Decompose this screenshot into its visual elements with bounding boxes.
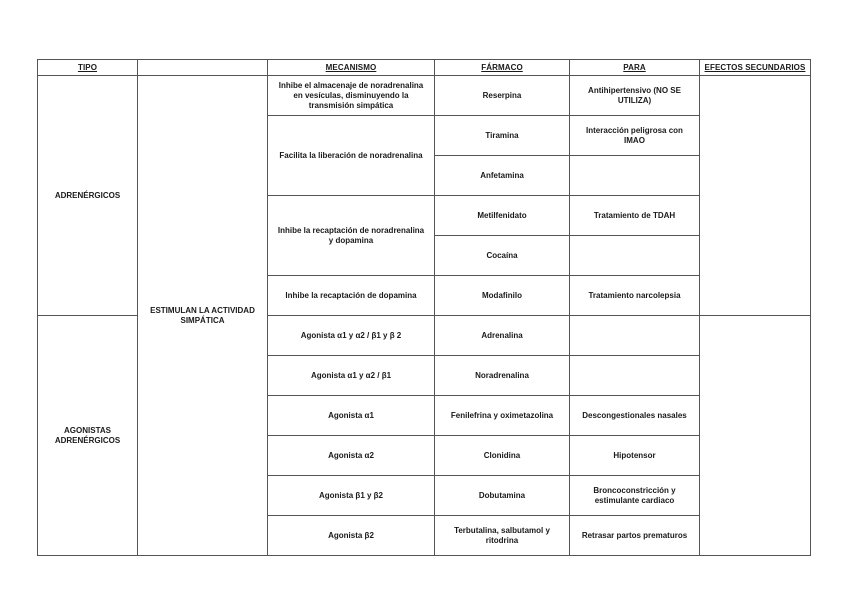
drug-table	[37, 59, 811, 556]
farmaco-cell: Dobutamina	[435, 476, 570, 516]
mecanismo-cell: Agonista α1 y α2 / β1 y β 2	[268, 316, 435, 356]
para-cell: Tratamiento narcolepsia	[570, 276, 700, 316]
mecanismo-cell: Inhibe la recaptación de dopamina	[268, 276, 435, 316]
clase-cell: ESTIMULAN LA ACTIVIDAD SIMPÁTICA	[138, 76, 268, 556]
efectos-cell	[700, 76, 811, 316]
para-cell: Antihipertensivo (NO SE UTILIZA)	[570, 76, 700, 116]
para-cell: Interacción peligrosa con IMAO	[570, 116, 700, 156]
header-efectos: EFECTOS SECUNDARIOS	[700, 60, 811, 76]
table-row	[38, 76, 811, 116]
farmaco-cell: Metilfenidato	[435, 196, 570, 236]
para-cell: Broncoconstricción y estimulante cardiaco	[570, 476, 700, 516]
mecanismo-cell: Agonista α1 y α2 / β1	[268, 356, 435, 396]
para-cell	[570, 156, 700, 196]
mecanismo-cell: Facilita la liberación de noradrenalina	[268, 116, 435, 196]
header-para: PARA	[570, 60, 700, 76]
farmaco-cell: Cocaína	[435, 236, 570, 276]
farmaco-cell: Modafinilo	[435, 276, 570, 316]
mecanismo-cell: Agonista β2	[268, 516, 435, 556]
header-blank	[138, 60, 268, 76]
tipo-cell: AGONISTAS ADRENÉRGICOS	[38, 316, 138, 556]
para-cell: Tratamiento de TDAH	[570, 196, 700, 236]
farmaco-cell: Adrenalina	[435, 316, 570, 356]
farmaco-cell: Terbutalina, salbutamol y ritodrina	[435, 516, 570, 556]
farmaco-cell: Noradrenalina	[435, 356, 570, 396]
mecanismo-cell: Agonista α1	[268, 396, 435, 436]
farmaco-cell: Clonidina	[435, 436, 570, 476]
header-tipo: TIPO	[38, 60, 138, 76]
farmaco-cell: Reserpina	[435, 76, 570, 116]
header-farmaco: FÁRMACO	[435, 60, 570, 76]
header-mecanismo: MECANISMO	[268, 60, 435, 76]
efectos-cell	[700, 316, 811, 556]
mecanismo-cell: Agonista α2	[268, 436, 435, 476]
farmaco-cell: Tiramina	[435, 116, 570, 156]
header-row	[38, 60, 811, 76]
farmaco-cell: Anfetamina	[435, 156, 570, 196]
para-cell: Descongestionales nasales	[570, 396, 700, 436]
farmaco-cell: Fenilefrina y oximetazolina	[435, 396, 570, 436]
para-cell: Retrasar partos prematuros	[570, 516, 700, 556]
mecanismo-cell: Inhibe la recaptación de noradrenalina y dopamina	[268, 196, 435, 276]
para-cell	[570, 316, 700, 356]
mecanismo-cell: Agonista β1 y β2	[268, 476, 435, 516]
para-cell: Hipotensor	[570, 436, 700, 476]
para-cell	[570, 236, 700, 276]
tipo-cell: ADRENÉRGICOS	[38, 76, 138, 316]
para-cell	[570, 356, 700, 396]
mecanismo-cell: Inhibe el almacenaje de noradrenalina en vesículas, disminuyendo la transmisión simpática	[268, 76, 435, 116]
